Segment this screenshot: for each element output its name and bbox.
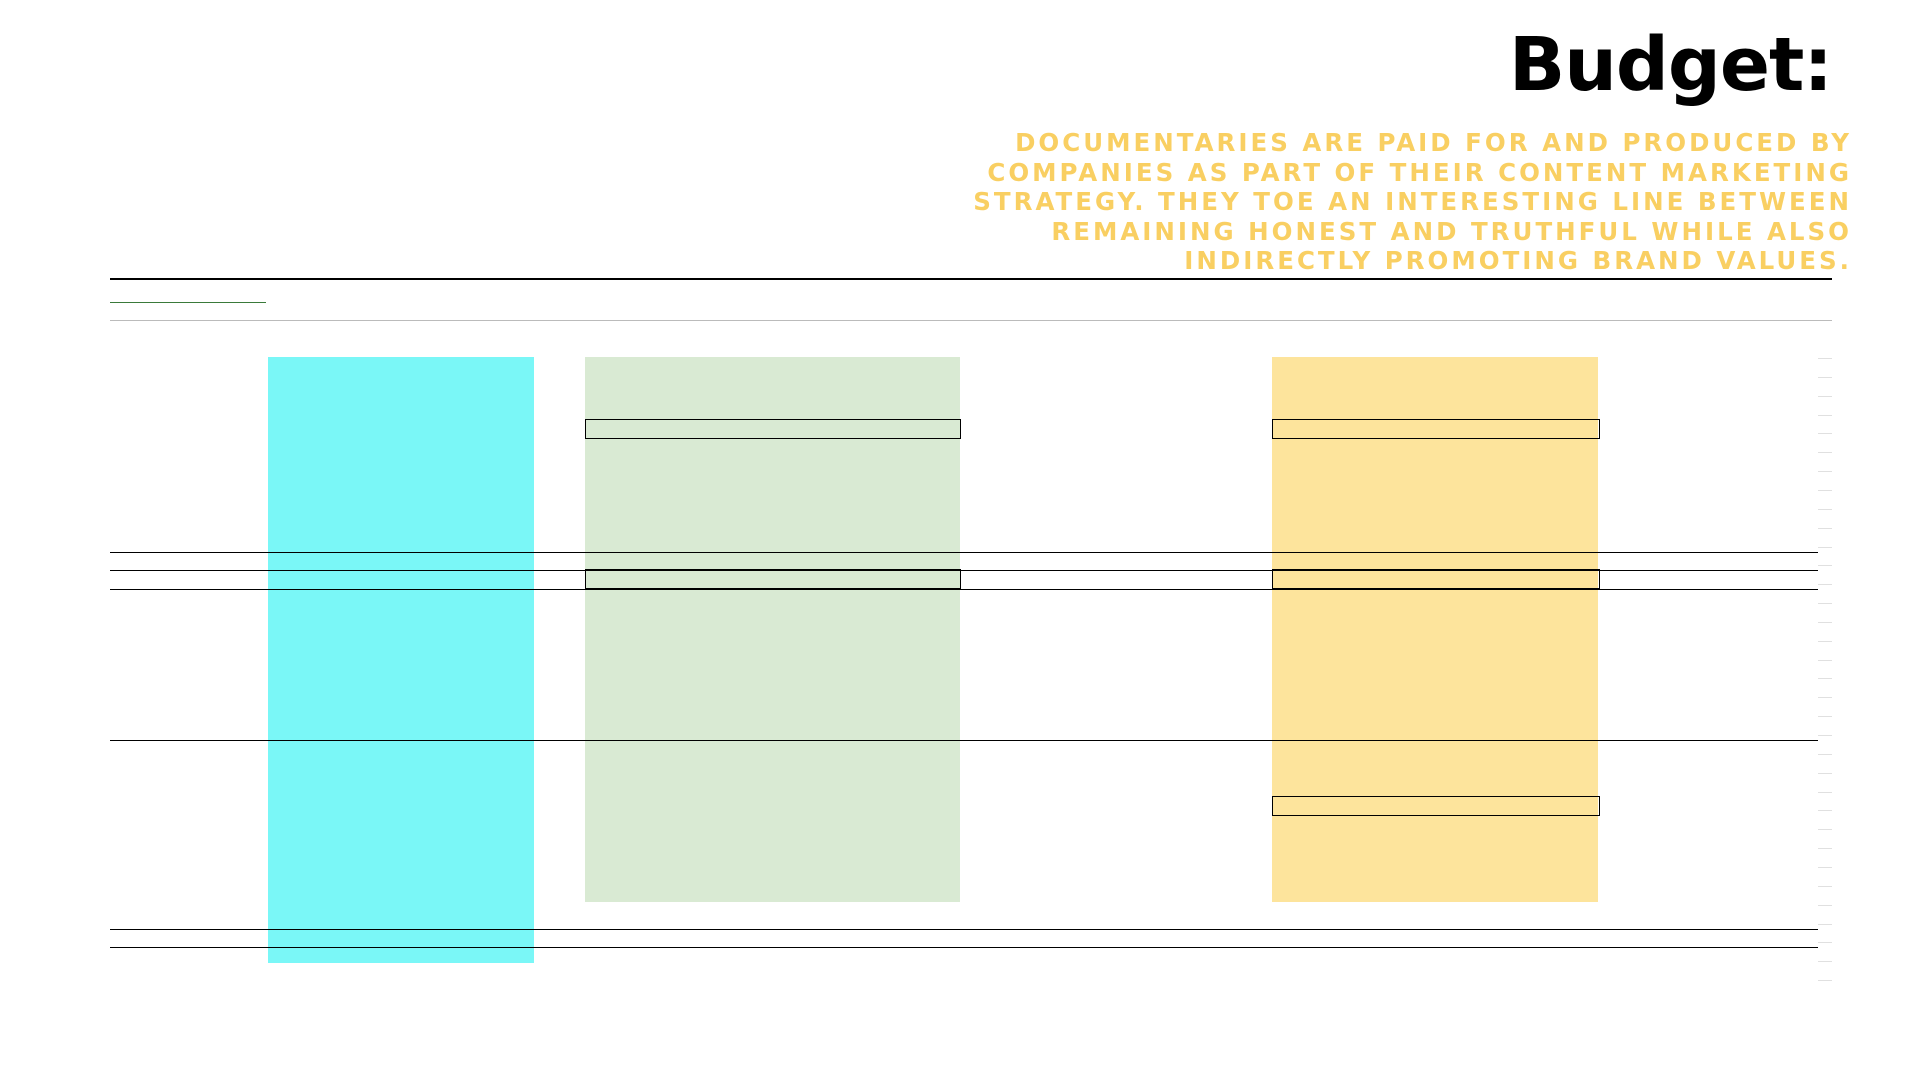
low-column-fill (1272, 357, 1598, 902)
grid-tick (1818, 924, 1832, 925)
total-other-box (1272, 796, 1600, 816)
summary-bottom-rule (110, 320, 1832, 321)
table-rule (110, 552, 1818, 553)
grid-tick (1818, 886, 1832, 887)
grid-tick (1818, 603, 1832, 604)
grid-tick (1818, 735, 1832, 736)
summary-left-rule (110, 302, 266, 303)
grid-tick (1818, 528, 1832, 529)
grid-tick (1818, 867, 1832, 868)
table-rule (110, 947, 1818, 948)
grid-tick (1818, 452, 1832, 453)
total-above-low-box (1272, 419, 1600, 439)
grid-tick (1818, 848, 1832, 849)
page-subtitle: DOCUMENTARIES ARE PAID FOR AND PRODUCED BY COMPANIES AS PART OF THEIR CONTENT MARKETING STRATEGY. THEY TOE AN INTERESTING LINE BETWEEN REMAINING HONEST AND TRUTHFUL WHILE ALSO INDIRECTLY PROMOTING BRAND VALUES. (973, 128, 1852, 275)
grid-tick (1818, 961, 1832, 962)
minimum-column-fill (585, 357, 960, 902)
table-rule (110, 740, 1818, 741)
total-above-min-box (585, 419, 961, 439)
total-below-low-box (1272, 569, 1600, 589)
total-below-min-box (585, 569, 961, 589)
grid-tick (1818, 547, 1832, 548)
grid-tick (1818, 565, 1832, 566)
grid-tick (1818, 773, 1832, 774)
grid-tick (1818, 415, 1832, 416)
grid-tick (1818, 716, 1832, 717)
grid-tick (1818, 829, 1832, 830)
sheet-top-rule (110, 278, 1832, 280)
grid-tick (1818, 678, 1832, 679)
grid-tick (1818, 377, 1832, 378)
grid-tick (1818, 980, 1832, 981)
grid-tick (1818, 792, 1832, 793)
grid-tick (1818, 905, 1832, 906)
grid-tick (1818, 358, 1832, 359)
grid-tick (1818, 754, 1832, 755)
grid-tick (1818, 660, 1832, 661)
grid-tick (1818, 697, 1832, 698)
grid-tick (1818, 622, 1832, 623)
grid-tick (1818, 471, 1832, 472)
grid-tick (1818, 584, 1832, 585)
grid-tick (1818, 641, 1832, 642)
grid-tick (1818, 942, 1832, 943)
grid-tick (1818, 433, 1832, 434)
grid-tick (1818, 396, 1832, 397)
grid-tick (1818, 509, 1832, 510)
grid-tick (1818, 810, 1832, 811)
ideal-column-fill (268, 357, 534, 963)
page-title: Budget: (1508, 22, 1832, 108)
grid-tick (1818, 490, 1832, 491)
table-rule (110, 929, 1818, 930)
